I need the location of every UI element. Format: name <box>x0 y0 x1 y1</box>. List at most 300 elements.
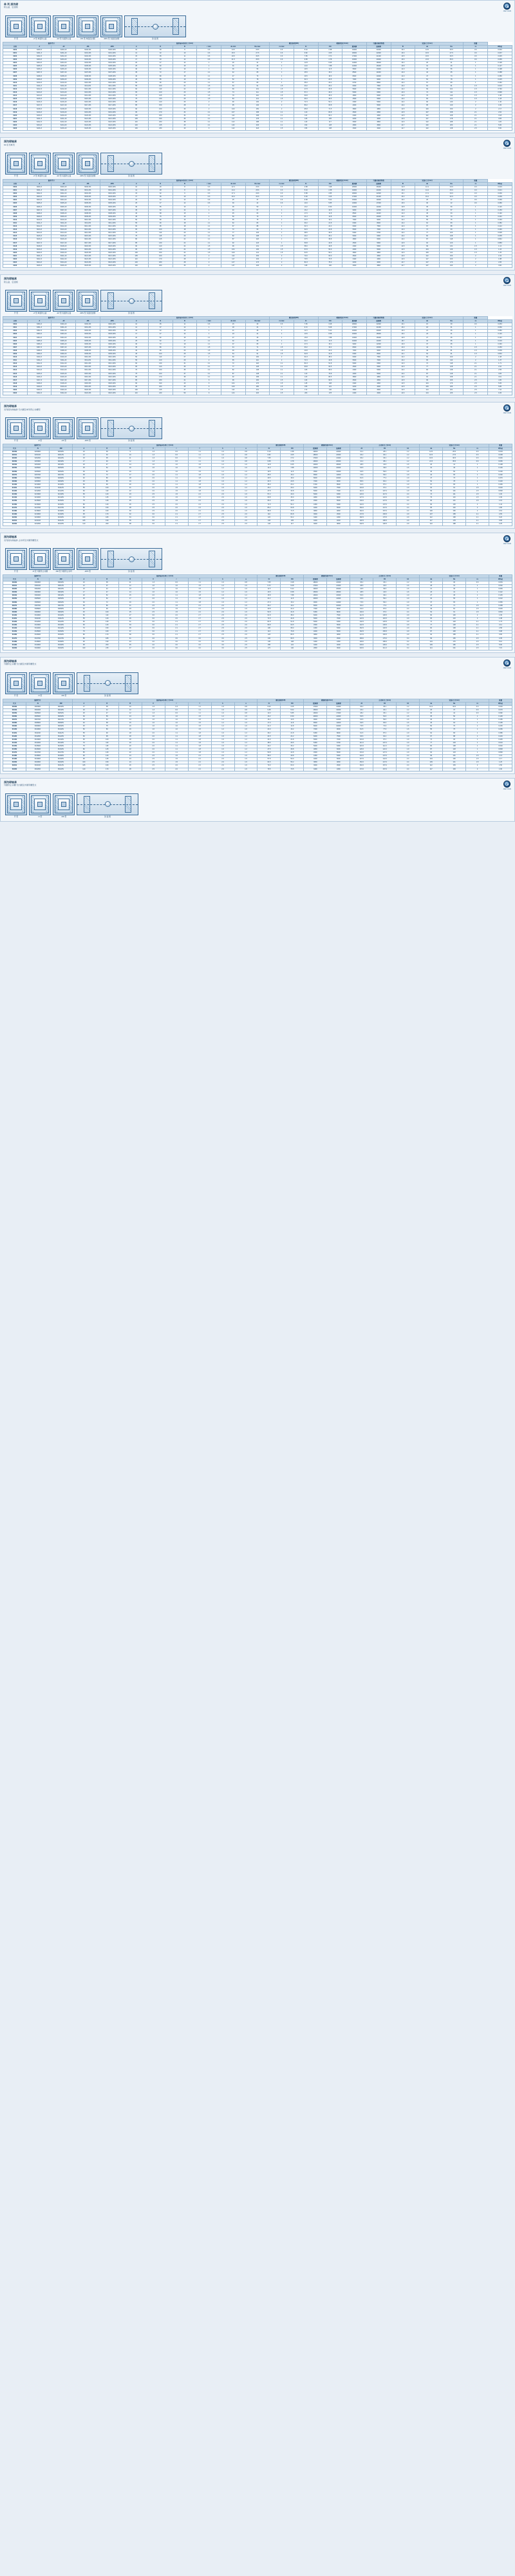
table-cell: 0.3 <box>464 193 488 196</box>
bore <box>14 24 19 29</box>
table-cell: 48.2 <box>350 712 373 715</box>
bearing-designation: 6022N <box>3 768 26 771</box>
table-cell: 4.20 <box>488 120 512 124</box>
table-cell: 3200 <box>304 643 327 647</box>
table-cell: 0.219 <box>488 339 512 343</box>
table-cell: 6012ZN <box>49 735 72 738</box>
table-cell: 0.8 <box>234 708 258 712</box>
drawing-strip <box>3 14 512 42</box>
table-cell: 6008-2Z <box>52 212 76 215</box>
table-cell: 24000 <box>366 189 391 193</box>
spec-table-wrap <box>3 179 512 269</box>
table-cell: 6215ZN <box>49 500 72 503</box>
table-cell: 2 <box>197 104 221 108</box>
table-cell: 8000 <box>304 604 327 607</box>
table-cell: 90 <box>124 382 149 385</box>
table-cell: 77 <box>420 624 443 627</box>
table-cell: 6019NR <box>26 758 49 761</box>
table-cell: 117 <box>221 258 245 261</box>
table-cell: 81 <box>443 607 466 611</box>
table-cell: 36 <box>173 117 197 120</box>
table-cell: 1.8 <box>188 473 211 477</box>
table-row[interactable] <box>3 392 512 395</box>
table-cell: 2.0 <box>142 487 165 490</box>
table-cell: 196.5 <box>373 523 397 526</box>
bore <box>61 556 66 562</box>
table-cell: 1 <box>464 327 488 330</box>
table-cell: 0.3 <box>197 196 221 199</box>
table-cell: 6300-RS <box>75 323 100 327</box>
table-cell: 3.2 <box>188 640 211 643</box>
column-header: r min <box>197 320 221 323</box>
table-cell: 6317-2RS <box>100 379 124 382</box>
table-cell: 8000 <box>304 725 327 728</box>
bearing-designation: 6318 <box>3 382 28 385</box>
table-cell: 21000 <box>366 55 391 59</box>
table-cell: 2.0 <box>211 497 234 500</box>
table-cell: 1.0 <box>165 728 188 732</box>
column-header: b1 <box>397 578 420 581</box>
table-cell: 1 <box>466 598 489 601</box>
table-cell: 3600 <box>304 637 327 640</box>
table-cell: 1 <box>270 205 294 209</box>
table-cell: 14000 <box>366 205 391 209</box>
hatch-right <box>93 420 96 437</box>
bearing-designation: 6200N <box>3 451 26 454</box>
table-cell: 6000 <box>342 356 367 359</box>
table-cell: 104 <box>420 640 443 643</box>
table-cell: 3400 <box>304 640 327 643</box>
table-cell: 0.245 <box>489 725 512 728</box>
table-cell: 14000 <box>327 715 350 719</box>
table-cell: 0.156 <box>489 719 512 722</box>
table-cell: 6026-Z <box>27 265 52 268</box>
bearing-designation: 6224 <box>3 124 28 127</box>
table-cell: 6211-2RS <box>100 84 124 88</box>
column-header: 开型 <box>3 182 28 185</box>
table-cell: 2.17 <box>488 108 512 111</box>
table-cell: 81.8 <box>294 261 318 265</box>
table-cell: 2.1 <box>165 630 188 634</box>
table-cell: 2.1 <box>197 375 221 379</box>
table-row[interactable] <box>3 265 512 268</box>
table-cell: 0.116 <box>488 205 512 209</box>
table-cell: 15000 <box>304 591 327 594</box>
table-cell: 17000 <box>327 712 350 715</box>
table-cell: 30.5 <box>439 55 464 59</box>
table-cell: 142.0 <box>350 755 373 758</box>
table-cell: 11 <box>118 457 142 460</box>
table-cell: 14.4 <box>391 369 415 372</box>
table-cell: 2.5 <box>234 643 258 647</box>
bearing-designation: 6216N <box>3 503 26 506</box>
table-cell: 118 <box>439 238 464 242</box>
table-cell: 7.10 <box>488 389 512 392</box>
table-cell: 41.2 <box>350 460 373 464</box>
table-cell: 6018-2RS <box>100 245 124 248</box>
table-cell: 13.2 <box>391 48 415 52</box>
table-cell: 6317NR <box>26 637 49 640</box>
table-cell: 71.5 <box>294 101 318 104</box>
table-cell: 2.0 <box>165 503 188 506</box>
column-group-header: 安装尺寸(mm) <box>420 574 489 578</box>
table-cell: 14000 <box>342 62 367 65</box>
table-cell: 63 <box>443 722 466 725</box>
table-cell: 1.5 <box>197 248 221 251</box>
table-cell: 2.0 <box>165 614 188 617</box>
table-cell: 6008-RS <box>75 212 100 215</box>
table-cell: 0.6 <box>270 59 294 62</box>
bearing-designation: 6000 <box>3 185 28 189</box>
table-cell: 2 <box>270 254 294 258</box>
table-cell: 1.0 <box>165 585 188 588</box>
table-cell: 2.4 <box>397 755 420 758</box>
table-cell: 12 <box>118 708 142 712</box>
table-cell: 6026-2RS <box>100 265 124 268</box>
table-cell: 62 <box>420 732 443 735</box>
table-cell: 141 <box>443 761 466 764</box>
table-cell: 18000 <box>366 62 391 65</box>
table-cell: 7000 <box>304 607 327 611</box>
table-cell: 2 <box>270 356 294 359</box>
table-cell: 57 <box>415 81 440 84</box>
table-cell: 32.0 <box>258 738 281 741</box>
table-cell: 2.9 <box>397 621 420 624</box>
bore <box>37 681 42 686</box>
table-cell: 15.2 <box>281 601 304 604</box>
table-cell: 2.1 <box>466 621 489 624</box>
table-cell: 150 <box>95 761 118 764</box>
bearing-logo <box>503 140 511 149</box>
cross-section-figure <box>77 793 138 815</box>
table-cell: 110 <box>148 232 173 235</box>
table-cell: 2.9 <box>397 516 420 519</box>
table-cell: 131.6 <box>350 752 373 755</box>
table-cell: 69 <box>221 88 245 91</box>
table-cell: 71 <box>245 346 270 349</box>
table-cell: 72 <box>221 229 245 232</box>
table-cell: 7.88 <box>318 65 342 68</box>
table-cell: 0.195 <box>489 722 512 725</box>
table-cell: 107 <box>221 111 245 114</box>
table-cell: 55 <box>148 205 173 209</box>
table-cell: 6021-RS <box>75 254 100 258</box>
table-cell: 1.5 <box>188 591 211 594</box>
table-cell: 5000 <box>342 363 367 366</box>
table-cell: 4500 <box>304 500 327 503</box>
table-cell: 25.6 <box>245 189 270 193</box>
table-cell: 25.5 <box>294 71 318 75</box>
table-cell: 6219-2Z <box>52 111 76 114</box>
table-cell: 4.0 <box>142 643 165 647</box>
table-cell: 29.2 <box>281 487 304 490</box>
table-cell: 49.8 <box>318 245 342 248</box>
table-cell: 150 <box>95 627 118 630</box>
table-cell: 0.6 <box>466 712 489 715</box>
table-cell: 61.8 <box>258 614 281 617</box>
bearing-designation: 6212N <box>3 490 26 493</box>
table-cell: 6203-2Z <box>52 59 76 62</box>
table-cell: 1.8 <box>188 735 211 738</box>
table-cell: 127.0 <box>350 497 373 500</box>
bearing-designation: 6018 <box>3 245 28 248</box>
table-cell: 1.2 <box>211 591 234 594</box>
logo-icon <box>503 535 510 542</box>
table-cell: 15 <box>118 594 142 598</box>
table-cell: 21000 <box>366 327 391 330</box>
table-cell: 1.6 <box>142 467 165 470</box>
table-cell: 1.5 <box>197 98 221 101</box>
table-cell: 12.8 <box>294 62 318 65</box>
table-cell: 200 <box>95 643 118 647</box>
table-cell: 3.0 <box>211 640 234 643</box>
table-cell: 6009-RS <box>75 215 100 218</box>
table-cell: 20000 <box>327 588 350 591</box>
table-cell: 147.0 <box>373 761 397 764</box>
table-cell: 4500 <box>342 242 367 245</box>
table-cell: 6217-Z <box>27 104 52 108</box>
table-cell: 2.4 <box>397 604 420 607</box>
table-cell: 2.0 <box>142 732 165 735</box>
table-cell: 45 <box>118 643 142 647</box>
table-cell: 1.5 <box>188 470 211 473</box>
table-cell: 14.4 <box>391 372 415 375</box>
table-cell: 7500 <box>327 487 350 490</box>
table-cell: 1.2 <box>211 728 234 732</box>
table-cell: 100 <box>124 389 149 392</box>
table-cell: 35.0 <box>294 81 318 84</box>
table-cell: 1.6 <box>397 722 420 725</box>
table-cell: 6217-RS <box>75 104 100 108</box>
drawing-strip <box>3 670 512 699</box>
table-cell: 6301-RS <box>75 327 100 330</box>
table-cell: 20 <box>72 594 95 598</box>
table-cell: 123 <box>245 242 270 245</box>
table-cell: 6019-Z <box>27 248 52 251</box>
table-cell: 1.9 <box>397 598 420 601</box>
table-cell: 21 <box>420 588 443 591</box>
table-cell: 25 <box>72 598 95 601</box>
table-cell: 25 <box>118 611 142 614</box>
bearing-designation: 6309 <box>3 352 28 355</box>
table-cell: 24.0 <box>281 607 304 611</box>
table-cell: 64 <box>221 84 245 88</box>
table-cell: 36 <box>420 470 443 473</box>
table-cell: 65 <box>245 343 270 346</box>
table-cell: 15000 <box>342 333 367 336</box>
table-cell: 1.6 <box>211 748 234 751</box>
table-cell: 112 <box>420 516 443 519</box>
table-cell: 35 <box>173 369 197 372</box>
table-cell: 120 <box>95 493 118 497</box>
table-cell: 1.8 <box>188 748 211 751</box>
table-cell: 1.9 <box>397 741 420 744</box>
table-cell: 1 <box>270 71 294 75</box>
table-cell: 13.2 <box>391 196 415 199</box>
table-cell: 73 <box>439 75 464 78</box>
table-row[interactable] <box>3 523 512 526</box>
table-cell: 1.1 <box>165 598 188 601</box>
table-cell: 121 <box>245 98 270 101</box>
table-cell: 186.5 <box>373 519 397 522</box>
bore <box>85 24 90 29</box>
table-cell: 32 <box>118 513 142 516</box>
table-cell: 4000 <box>304 758 327 761</box>
table-cell: 1 <box>466 728 489 732</box>
table-cell: 6020-2Z <box>52 251 76 254</box>
drawing-strip <box>3 415 512 444</box>
table-cell: 2.9 <box>397 614 420 617</box>
column-group-header: 轴承基本外形尺寸(mm) <box>100 316 270 319</box>
table-cell: 6212ZN <box>49 490 72 493</box>
hatch-right <box>46 551 48 567</box>
table-cell: 63.0 <box>318 254 342 258</box>
column-header: C0r <box>318 182 342 185</box>
table-cell: 108 <box>318 382 342 385</box>
bearing-designation: 6009N <box>3 725 26 728</box>
bearing-designation: 6217N <box>3 506 26 509</box>
table-cell: 1 <box>464 232 488 235</box>
bearing-designation: 6201 <box>3 52 28 55</box>
column-header: ra max <box>270 320 294 323</box>
table-cell: 58.0 <box>258 755 281 758</box>
hatch-right <box>93 551 96 567</box>
table-cell: 13 <box>118 588 142 591</box>
table-cell: 1.2 <box>397 581 420 584</box>
table-cell: 12 <box>118 460 142 464</box>
table-cell: 12000 <box>366 343 391 346</box>
table-cell: 47.5 <box>258 748 281 751</box>
bearing-figure <box>53 548 75 570</box>
table-cell: 6300 <box>327 621 350 624</box>
ball-icon <box>105 801 111 807</box>
table-cell: 34.6 <box>373 585 397 588</box>
table-cell: 18000 <box>342 52 367 55</box>
table-cell: 21 <box>118 487 142 490</box>
table-cell: 6220NR <box>26 516 49 519</box>
table-cell: 3.05 <box>281 454 304 457</box>
table-cell: 70.5 <box>318 258 342 261</box>
table-cell: 7000 <box>327 738 350 741</box>
table-cell: 176.0 <box>373 637 397 640</box>
table-cell: 65 <box>72 624 95 627</box>
table-cell: 6211NR <box>26 487 49 490</box>
table-cell: 158 <box>439 111 464 114</box>
table-cell: 21.5 <box>221 59 245 62</box>
column-group-header: 额定载荷(kN) <box>258 699 304 702</box>
column-header: ra max <box>270 45 294 48</box>
table-cell: 88 <box>245 225 270 229</box>
table-cell: 1.5 <box>188 725 211 728</box>
table-cell: 14.0 <box>391 68 415 71</box>
table-row[interactable] <box>3 128 512 131</box>
bearing-designation: 6007N <box>3 719 26 722</box>
table-cell: 60.5 <box>318 366 342 369</box>
table-cell: 23.6 <box>245 185 270 189</box>
table-cell: 71.5 <box>258 503 281 506</box>
table-cell: 2 <box>466 618 489 621</box>
column-header: C0r <box>318 320 342 323</box>
table-cell: 2.5 <box>234 637 258 640</box>
table-cell: 27.5 <box>439 52 464 55</box>
table-cell: 4500 <box>327 764 350 768</box>
table-cell: 20 <box>173 232 197 235</box>
table-cell: 2.2 <box>188 506 211 509</box>
column-header: da <box>420 702 443 705</box>
column-group-header: 安装尺寸(mm) <box>391 316 464 319</box>
table-cell: 14.5 <box>391 242 415 245</box>
table-cell: 5.90 <box>489 643 512 647</box>
table-cell: 14000 <box>327 598 350 601</box>
table-cell: 35 <box>95 705 118 708</box>
table-cell: 2 <box>197 258 221 261</box>
table-cell: 6206ZN <box>49 470 72 473</box>
table-cell: 90 <box>95 483 118 486</box>
bearing-designation: 6209N <box>3 480 26 483</box>
table-cell: 6008NR <box>26 722 49 725</box>
table-cell: 5000 <box>327 506 350 509</box>
table-cell: 6001-2RS <box>100 189 124 193</box>
bearing-designation: 6310 <box>3 356 28 359</box>
table-cell: 30 <box>439 323 464 327</box>
table-cell: 84 <box>415 98 440 101</box>
table-cell: 0.082 <box>489 712 512 715</box>
table-cell: 6224-RS <box>75 124 100 127</box>
drawing-caption: -2RS 型 双面密封圈 <box>79 312 96 315</box>
bearing-designation: 6012N <box>3 735 26 738</box>
bearing-figure <box>5 548 27 570</box>
table-cell: 97.2 <box>373 738 397 741</box>
table-cell: 2.38 <box>318 48 342 52</box>
table-cell: 15 <box>118 467 142 470</box>
drawing-caption: 剖 面 图 <box>128 439 135 442</box>
table-cell: 6219-RS <box>75 111 100 114</box>
table-cell: 6010ZN <box>49 728 72 732</box>
table-cell: 80 <box>124 375 149 379</box>
bore <box>61 802 66 807</box>
table-cell: 6203-Z <box>27 59 52 62</box>
table-row[interactable] <box>3 768 512 771</box>
table-cell: 16 <box>118 470 142 473</box>
table-cell: 19000 <box>342 48 367 52</box>
column-group-header: 额定载荷(kN) <box>270 42 318 45</box>
table-cell: 2.1 <box>466 630 489 634</box>
table-row[interactable] <box>3 647 512 650</box>
table-cell: 17 <box>118 473 142 477</box>
bearing-designation: 6315 <box>3 372 28 375</box>
logo-icon <box>503 3 510 10</box>
table-cell: 6306-2Z <box>52 343 76 346</box>
table-cell: 33.2 <box>350 454 373 457</box>
table-cell: 90 <box>124 108 149 111</box>
table-cell: 6318NR <box>26 640 49 643</box>
table-cell: 91 <box>443 611 466 614</box>
table-cell: 6015ZN <box>49 744 72 748</box>
table-cell: 63.8 <box>281 506 304 509</box>
column-header: ra <box>466 702 489 705</box>
table-cell: 19000 <box>327 708 350 712</box>
table-cell: 75 <box>443 728 466 732</box>
table-cell: 7000 <box>327 618 350 621</box>
column-header: ra max <box>270 182 294 185</box>
table-cell: 193 <box>245 265 270 268</box>
table-cell: 1 <box>466 722 489 725</box>
logo-icon <box>503 277 510 284</box>
table-cell: 6209NR <box>26 480 49 483</box>
table-cell: 50.8 <box>294 242 318 245</box>
table-cell: 13000 <box>304 712 327 715</box>
table-cell: 1.0 <box>234 467 258 470</box>
